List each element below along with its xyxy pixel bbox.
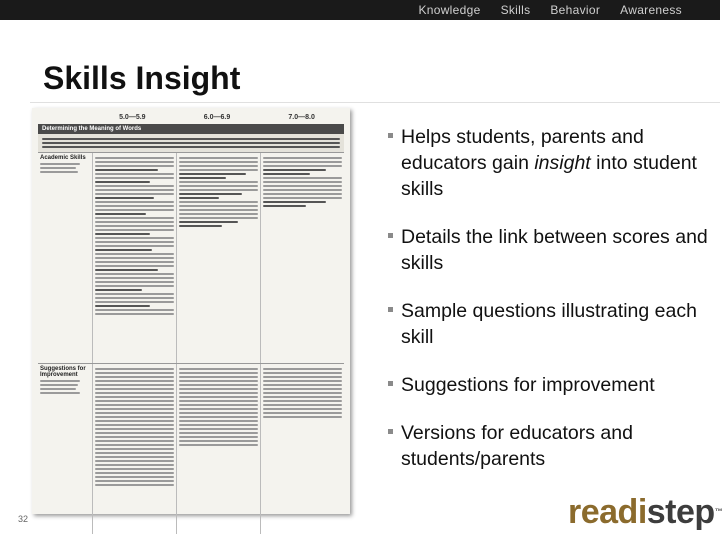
top-nav <box>418 3 682 17</box>
nav-behavior[interactable]: Behavior <box>550 3 601 17</box>
suggestions-label: Suggestions for Improvement <box>40 366 86 378</box>
bullet-item <box>388 124 708 202</box>
score-range-3: 7.0—8.0 <box>288 114 315 121</box>
doc-column-2-suggestions <box>176 364 260 534</box>
academic-skills-row <box>38 152 344 363</box>
score-range-header <box>38 114 344 124</box>
bullet-square-icon <box>388 307 393 312</box>
logo-part-readi: readi <box>568 493 647 531</box>
doc-column-3-suggestions <box>260 364 344 534</box>
page-number: 32 <box>18 514 29 524</box>
bullet-text: Helps students, parents and educators gain insight into student skills <box>401 126 697 200</box>
doc-column-2 <box>176 153 260 363</box>
title-divider <box>30 102 720 103</box>
bullet-text: Sample questions illustrating each skill <box>401 300 697 348</box>
suggestions-row <box>38 363 344 534</box>
document-description <box>38 134 344 152</box>
document-content <box>38 114 344 534</box>
doc-column-1-suggestions <box>92 364 176 534</box>
slide-title: Skills Insight <box>43 60 241 96</box>
bullet-square-icon <box>388 133 393 138</box>
nav-awareness[interactable]: Awareness <box>620 3 682 17</box>
bullet-text: Suggestions for improvement <box>401 374 655 396</box>
bullet-list <box>388 124 708 494</box>
academic-skills-label-cell <box>38 153 92 363</box>
logo-part-step: step <box>646 493 715 531</box>
readistep-logo <box>568 492 722 532</box>
nav-skills[interactable]: Skills <box>500 3 531 17</box>
bullet-text: Details the link between scores and skills <box>401 226 708 274</box>
bullet-item <box>388 420 708 472</box>
skills-insight-document-thumbnail <box>32 108 350 514</box>
document-heading: Determining the Meaning of Words <box>38 124 344 134</box>
bullet-square-icon <box>388 233 393 238</box>
nav-knowledge[interactable]: Knowledge <box>418 3 481 17</box>
bullet-square-icon <box>388 381 393 386</box>
doc-column-1 <box>92 153 176 363</box>
bullet-item <box>388 372 708 398</box>
doc-column-3 <box>260 153 344 363</box>
top-navigation-bar <box>0 0 720 20</box>
score-range-1: 5.0—5.9 <box>119 114 146 121</box>
bullet-item <box>388 224 708 276</box>
bullet-item <box>388 298 708 350</box>
suggestions-label-cell <box>38 364 92 534</box>
academic-skills-label: Academic Skills <box>40 155 86 161</box>
score-range-2: 6.0—6.9 <box>203 114 231 121</box>
bullet-text: Versions for educators and students/parents <box>401 422 633 470</box>
trademark-symbol: ™ <box>714 507 722 516</box>
bullet-square-icon <box>388 429 393 434</box>
